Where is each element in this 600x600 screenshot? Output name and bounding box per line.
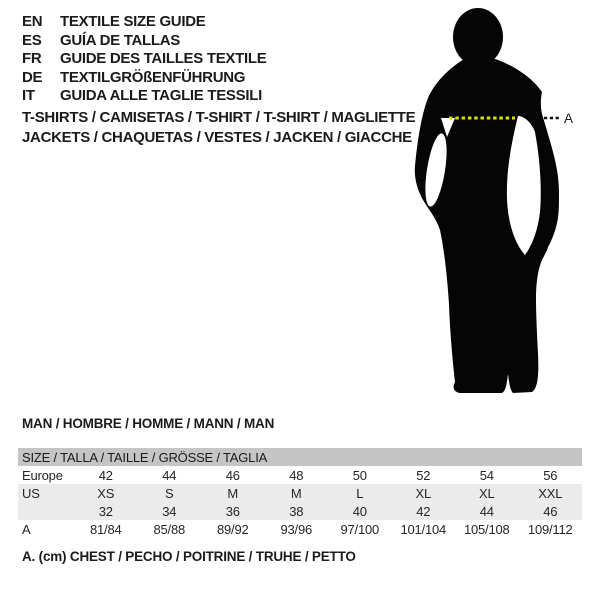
- category-jackets: JACKETS / CHAQUETAS / VESTES / JACKEN / GIACCHE: [22, 128, 412, 146]
- table-row-us: [18, 484, 582, 502]
- language-label: TEXTILE SIZE GUIDE: [60, 13, 206, 30]
- table-row-chest: [18, 520, 582, 538]
- size-cell: XL: [478, 485, 495, 501]
- measurement-note: A. (cm) CHEST / PECHO / POITRINE / TRUHE / PETTO: [22, 549, 356, 564]
- size-cell: 52: [416, 467, 431, 483]
- size-cell: 44: [162, 467, 177, 483]
- size-cell: 44: [479, 503, 494, 519]
- man-silhouette-svg: [392, 4, 592, 404]
- size-cell: M: [227, 485, 239, 501]
- row-label: Europe: [22, 467, 63, 483]
- size-cell: 81/84: [89, 521, 122, 537]
- size-cell: XL: [415, 485, 431, 501]
- size-cell: 42: [98, 467, 113, 483]
- language-row-en: [22, 13, 266, 32]
- size-table-header: [18, 448, 582, 466]
- man-silhouette-figure: [392, 4, 592, 404]
- size-table: [18, 448, 582, 538]
- size-cell: 38: [289, 503, 304, 519]
- language-code: DE: [22, 68, 43, 86]
- size-cell: 85/88: [153, 521, 186, 537]
- language-code: FR: [22, 50, 42, 68]
- language-code: EN: [22, 13, 43, 30]
- language-label: GUÍA DE TALLAS: [60, 31, 180, 49]
- language-code: ES: [22, 31, 42, 49]
- language-row-it: [22, 87, 266, 106]
- language-label: TEXTILGRÖßENFÜHRUNG: [60, 68, 246, 86]
- category-tshirts: T-SHIRTS / CAMISETAS / T-SHIRT / T-SHIRT / MAGLIETTE: [22, 109, 416, 126]
- section-title-man: MAN / HOMBRE / HOMME / MANN / MAN: [22, 416, 275, 431]
- language-row-es: [22, 32, 266, 51]
- language-row-fr: [22, 50, 266, 69]
- size-cell: L: [356, 485, 364, 501]
- garment-categories: [22, 108, 415, 147]
- size-cell: 93/96: [280, 521, 313, 537]
- size-cell: 36: [225, 503, 240, 519]
- size-cell: 40: [352, 503, 367, 519]
- size-cell: 42: [416, 503, 431, 519]
- size-cell: 34: [162, 503, 177, 519]
- size-cell: XXL: [538, 485, 563, 501]
- table-row-europe: [18, 466, 582, 484]
- language-label: GUIDE DES TAILLES TEXTILE: [60, 50, 267, 68]
- size-cell: 105/108: [463, 521, 510, 537]
- size-cell: 97/100: [340, 521, 380, 537]
- size-cell: XS: [97, 485, 115, 501]
- size-cell: 109/112: [527, 521, 573, 537]
- size-cell: 32: [98, 503, 113, 519]
- row-label: US: [22, 485, 40, 501]
- size-cell: 101/104: [400, 521, 447, 537]
- measurement-label-a: A: [564, 111, 574, 126]
- size-cell: S: [165, 485, 174, 501]
- size-cell: 46: [543, 503, 558, 519]
- size-cell: 50: [352, 467, 367, 483]
- size-table-header-label: SIZE / TALLA / TAILLE / GRÖSSE / TAGLIA: [22, 449, 268, 465]
- language-code: IT: [22, 87, 35, 105]
- size-cell: 46: [225, 467, 240, 483]
- size-cell: M: [290, 485, 302, 501]
- language-list: [22, 13, 266, 106]
- language-label: GUIDA ALLE TAGLIE TESSILI: [60, 87, 262, 105]
- row-label: A: [22, 521, 31, 537]
- language-row-de: [22, 69, 266, 88]
- size-cell: 56: [543, 467, 558, 483]
- head-shape: [453, 8, 503, 66]
- table-row-us-numeric: [18, 502, 582, 520]
- size-cell: 89/92: [216, 521, 249, 537]
- size-cell: 54: [479, 467, 494, 483]
- size-cell: 48: [289, 467, 304, 483]
